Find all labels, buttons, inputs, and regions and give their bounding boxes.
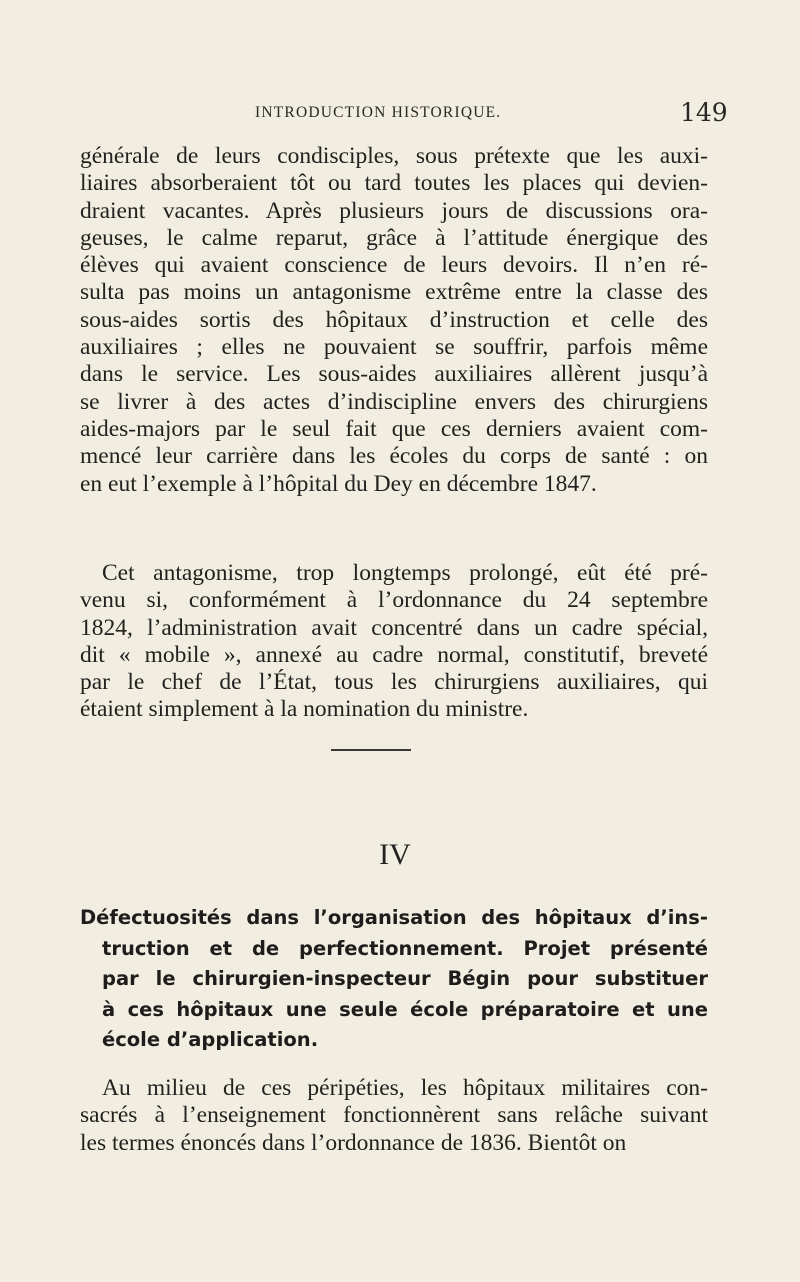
heading-line: truction et de perfectionnement. Projet présenté [102,936,708,960]
text-line: geuses, le calme reparut, grâce à l’attitude énergique des [80,224,708,251]
text-line: en eut l’exemple à l’hôpital du Dey en décembre 1847. [80,470,597,497]
heading-line: par le chirurgien-inspecteur Bégin pour substituer [102,967,708,990]
text-line: dit « mobile », annexé au cadre normal, constitutif, breveté [80,641,708,668]
section-divider [331,749,411,751]
heading-line: à ces hôpitaux une seule école préparatoire et une [102,997,708,1021]
page-number: 149 [680,98,728,127]
text-line: élèves qui avaient conscience de leurs devoirs. Il n’en ré- [80,252,708,279]
text-line: aides-majors par le seul fait que ces derniers avaient com- [80,415,708,442]
running-head [0,100,800,130]
section-heading [80,903,708,1056]
text-line: sulta pas moins un antagonisme extrême entre la classe des [80,279,708,306]
section-number: IV [379,838,411,871]
paragraph [80,560,708,724]
text-line: Au milieu de ces péripéties, les hôpitaux militaires con- [102,1075,708,1101]
heading-line: école d’application. [102,1028,319,1051]
heading-line: Défectuosités dans l’organisation des hôpitaux d’ins- [80,906,708,929]
text-line: venu si, conformément à l’ordonnance du 24 septembre [80,587,708,614]
text-line: sous-aides sortis des hôpitaux d’instruction et celle des [80,306,708,333]
paragraph-continuation [80,143,708,498]
paragraph [80,1075,708,1157]
text-line: générale de leurs condisciples, sous prétexte que les auxi- [80,143,708,169]
running-title: INTRODUCTION HISTORIQUE. [255,104,502,121]
text-line: par le chef de l’État, tous les chirurgiens auxiliaires, qui [80,669,708,696]
text-line: dans le service. Les sous-aides auxiliaires allèrent jusqu’à [80,361,708,388]
text-line: les termes énoncés dans l’ordonnance de 1836. Bientôt on [80,1129,627,1156]
text-line: liaires absorberaient tôt ou tard toutes les places qui devien- [80,170,708,197]
text-line: auxiliaires ; elles ne pouvaient se souffrir, parfois même [80,334,708,361]
text-line: Cet antagonisme, trop longtemps prolongé, eût été pré- [102,560,708,586]
text-line: mencé leur carrière dans les écoles du corps de santé : on [80,443,708,470]
text-line: draient vacantes. Après plusieurs jours de discussions ora- [80,197,708,224]
text-line: étaient simplement à la nomination du ministre. [80,696,529,723]
text-line: se livrer à des actes d’indiscipline envers des chirurgiens [80,388,708,415]
text-line: 1824, l’administration avait concentré dans un cadre spécial, [80,614,708,641]
text-line: sacrés à l’enseignement fonctionnèrent sans relâche suivant [80,1102,708,1129]
